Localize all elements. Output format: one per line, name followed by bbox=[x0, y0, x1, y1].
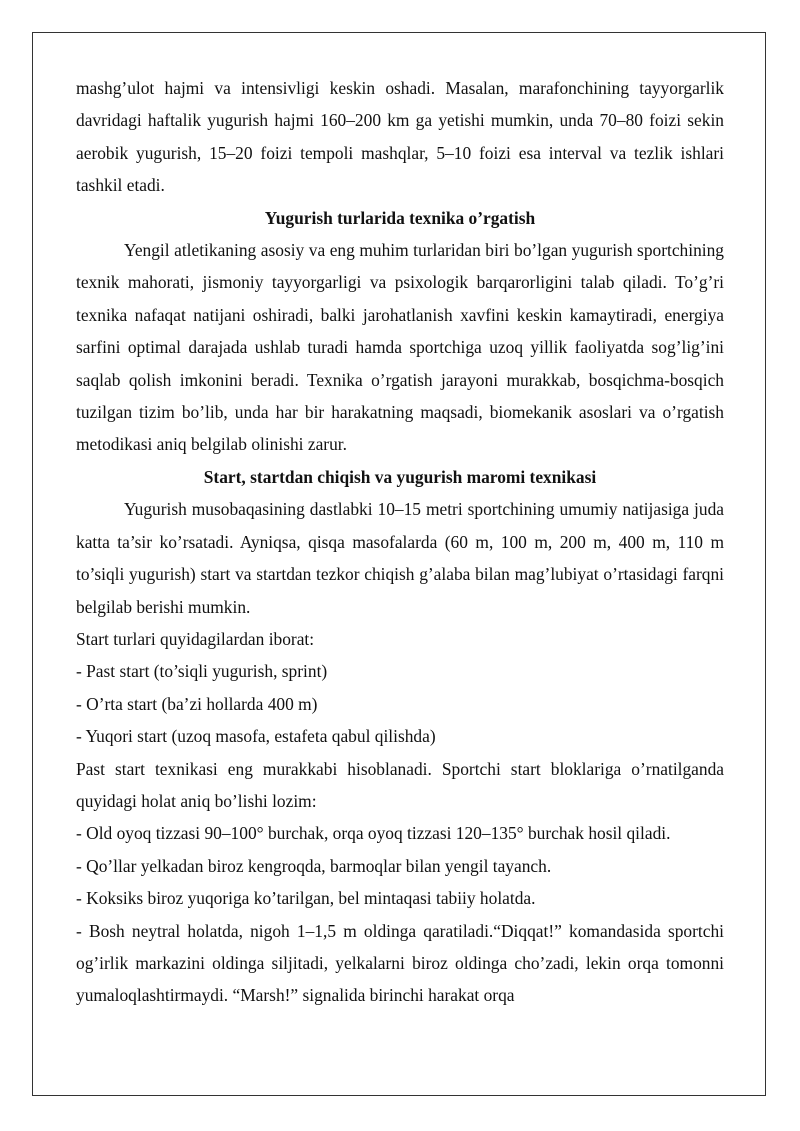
list-item: - O’rta start (ba’zi hollarda 400 m) bbox=[76, 693, 318, 714]
intro-paragraph: mashg’ulot hajmi va intensivligi keskin oshadi. Masalan, marafonchining tayyorgarlik davridagi haftalik yugurish hajmi 160–200 km ga yetishi mumkin, unda 70–80 foizi sekin aerobik yugurish, 15–20 foizi tempoli mashqlar, 5–10 foizi esa interval va tezlik ishlari tashkil etadi. bbox=[76, 78, 724, 196]
list-item: - Koksiks biroz yuqoriga ko’tarilgan, bel mintaqasi tabiiy holatda. bbox=[76, 888, 536, 909]
list-item: - Old oyoq tizzasi 90–100° burchak, orqa oyoq tizzasi 120–135° burchak hosil qiladi. bbox=[76, 823, 671, 844]
document-body bbox=[76, 72, 724, 1012]
heading-start-technique: Start, startdan chiqish va yugurish maromi texnikasi bbox=[203, 466, 597, 487]
low-start-intro: Past start texnikasi eng murakkabi hisoblanadi. Sportchi start bloklariga o’rnatilganda quyidagi holat aniq bo’lishi lozim: bbox=[76, 758, 724, 811]
list-item: - Qo’llar yelkadan biroz kengroqda, barmoqlar bilan yengil tayanch. bbox=[76, 855, 552, 876]
heading-technique-teaching: Yugurish turlarida texnika o’rgatish bbox=[264, 207, 536, 228]
start-paragraph: Yugurish musobaqasining dastlabki 10–15 metri sportchining umumiy natijasiga juda katta ta’sir ko’rsatadi. Ayniqsa, qisqa masofalarda (60 m, 100 m, 200 m, 400 m, 110 m to’siqli yugurish) start va startdan tezkor chiqish g’alaba bilan mag’lubiyat o’rtasidagi farqni belgilab berishi mumkin. bbox=[76, 499, 724, 617]
list-item: - Bosh neytral holatda, nigoh 1–1,5 m oldinga qaratiladi.“Diqqat!” komandasida sportchi og’irlik markazini oldinga siljitadi, yelkalarni biroz oldinga cho’zadi, lekin orqa tomonni yumaloqlashtirmaydi. “Marsh!” signalida birinchi harakat orqa bbox=[76, 920, 724, 1006]
list-item: - Past start (to’siqli yugurish, sprint) bbox=[76, 661, 328, 682]
start-types-intro: Start turlari quyidagilardan iborat: bbox=[76, 628, 315, 649]
technique-paragraph: Yengil atletikaning asosiy va eng muhim turlaridan biri bo’lgan yugurish sportchining texnik mahorati, jismoniy tayyorgarligi va psixologik barqarorligini talab qiladi. To’g’ri texnika nafaqat natijani oshiradi, balki jarohatlanish xavfini keskin kamaytiradi, energiya sarfini optimal darajada ushlab turadi hamda sportchiga uzoq yillik faoliyatda sog’lig’ini saqlab qolish imkonini beradi. Texnika o’rgatish jarayoni murakkab, bosqichma-bosqich tuzilgan tizim bo’lib, unda har bir harakatning maqsadi, biomekanik asoslari va o’rgatish metodikasi aniq belgilab olinishi zarur. bbox=[76, 240, 724, 455]
list-item: - Yuqori start (uzoq masofa, estafeta qabul qilishda) bbox=[76, 726, 436, 747]
